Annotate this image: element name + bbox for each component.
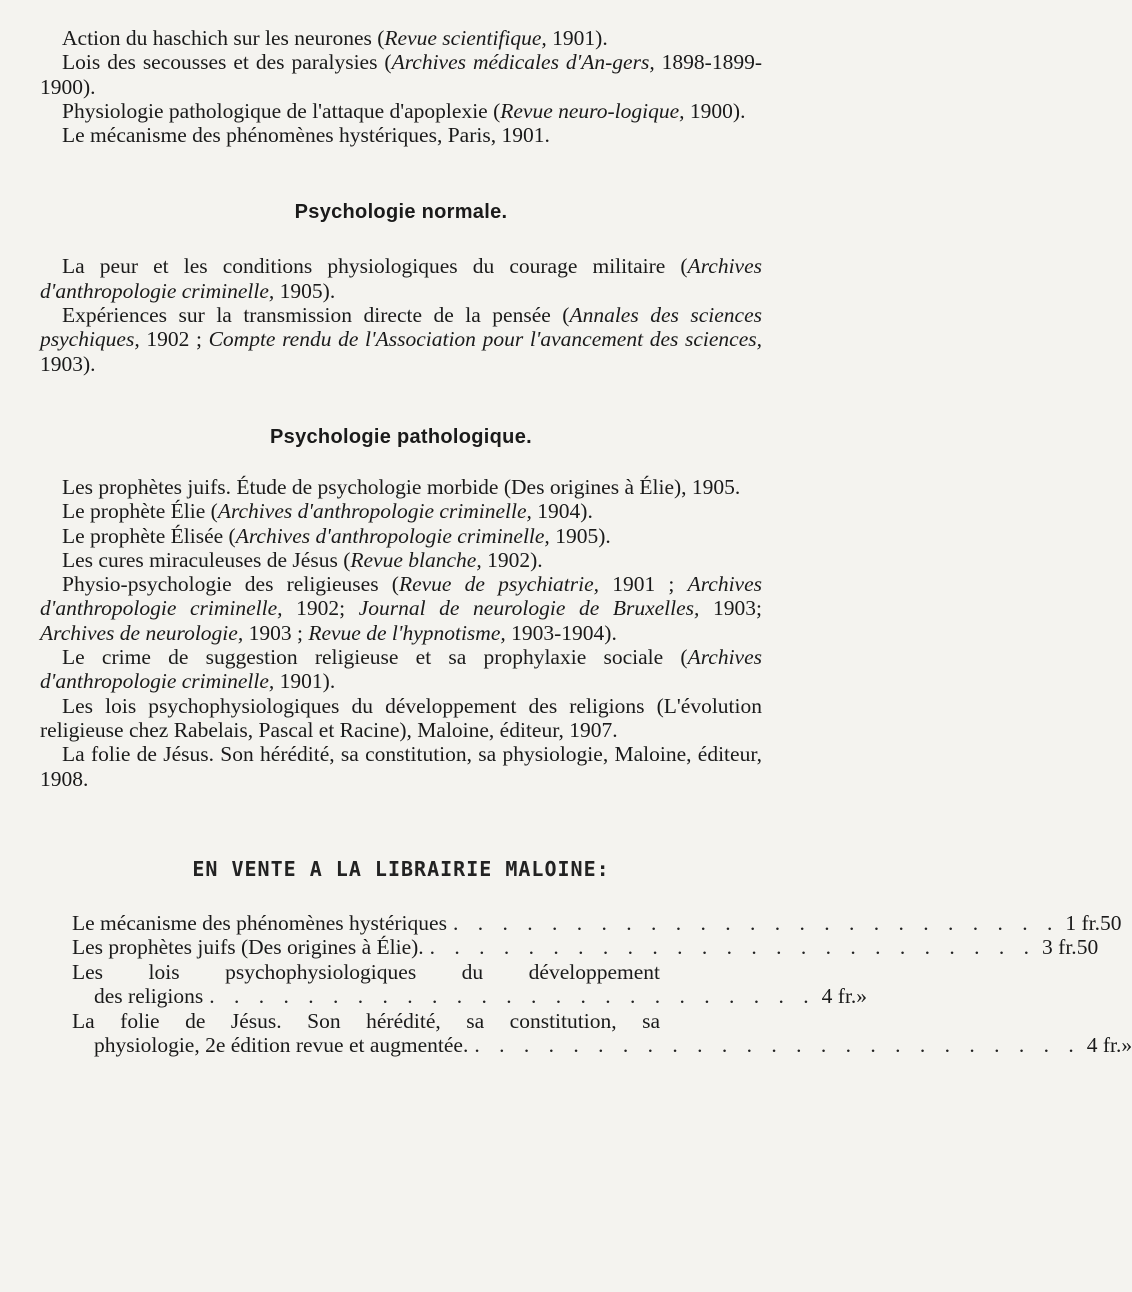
sale-title: EN VENTE A LA LIBRAIRIE MALOINE: bbox=[192, 856, 610, 881]
entry-text: La peur et les conditions physiologiques du courage militaire ( bbox=[62, 254, 688, 279]
bibliography-entry bbox=[40, 645, 762, 694]
price-list bbox=[72, 910, 1132, 1058]
section-title-normale: Psychologie normale. bbox=[294, 201, 508, 224]
entry-text: 1904). bbox=[531, 499, 593, 524]
price-row bbox=[72, 1033, 1132, 1058]
price-cents: » bbox=[856, 984, 868, 1009]
entry-text: La folie de Jésus. Son hérédité, sa constitution, sa physiologie, Maloine, éditeur, 1908. bbox=[40, 742, 762, 791]
price-francs: 4 fr. bbox=[821, 984, 857, 1009]
journal-title: Archives d'anthropologie criminelle, bbox=[40, 572, 762, 621]
entry-text: Expériences sur la transmission directe de la pensée ( bbox=[62, 303, 570, 328]
section-title-pathologique: Psychologie pathologique. bbox=[270, 425, 532, 448]
entry-text: 1903 ; bbox=[243, 620, 309, 645]
entry-text: Les lois psychophysiologiques du développement des religions (L'évolution religieuse chez Rabelais, Pascal et Racine), Maloine, éditeur, 1907. bbox=[40, 693, 762, 742]
journal-title: Archives de neurologie, bbox=[40, 620, 244, 645]
bibliography-entry bbox=[40, 475, 762, 499]
price-cents: » bbox=[1121, 1033, 1132, 1058]
journal-title: Journal de neurologie de Bruxelles, bbox=[358, 596, 700, 621]
bibliography-entry bbox=[40, 499, 762, 523]
entry-text: 1901 ; bbox=[599, 572, 688, 597]
journal-title: Annales des sciences psychiques, bbox=[40, 303, 762, 352]
journal-title: Revue neuro-logique, bbox=[500, 98, 685, 123]
price-francs: 4 fr. bbox=[1086, 1033, 1122, 1058]
leader-dots: . . . . . . . . . . . . . . . . . . . . . . . . . bbox=[429, 935, 1037, 960]
price-item-title-cont: physiologie, 2e édition revue et augmentée. bbox=[94, 1033, 469, 1058]
price-row-first-line bbox=[72, 960, 758, 985]
entry-text: 1902). bbox=[481, 547, 543, 572]
price-item-title: Les lois psychophysiologiques du développement bbox=[72, 959, 660, 984]
leader-dots: . . . . . . . . . . . . . . . . . . . . . . . . . bbox=[209, 984, 816, 1009]
entry-text: Les cures miraculeuses de Jésus ( bbox=[62, 547, 351, 572]
price-francs: 3 fr. bbox=[1042, 935, 1077, 960]
journal-title: Revue scientifique, bbox=[384, 26, 547, 50]
journal-title: Archives d'anthropologie criminelle, bbox=[40, 254, 762, 303]
price-francs: 1 fr. bbox=[1065, 910, 1100, 935]
leader-dots: . . . . . . . . . . . . . . . . . . . . . . . . . bbox=[474, 1033, 1081, 1058]
bibliography-entry bbox=[40, 742, 762, 791]
journal-title: Revue de psychiatrie, bbox=[398, 572, 600, 597]
top-entries bbox=[40, 26, 762, 147]
journal-title: Archives médicales d'An-gers, bbox=[391, 50, 655, 75]
price-item-title: Les prophètes juifs (Des origines à Élie). bbox=[72, 935, 424, 960]
entry-text: 1901). bbox=[274, 669, 336, 694]
journal-title: Archives d'anthropologie criminelle, bbox=[217, 499, 532, 524]
bibliography-entry bbox=[40, 524, 762, 548]
journal-title: Revue de l'hypnotisme, bbox=[308, 620, 506, 645]
journal-title: Archives d'anthropologie criminelle, bbox=[235, 523, 550, 548]
entry-text: Action du haschich sur les neurones ( bbox=[62, 26, 385, 50]
entry-text: Lois des secousses et des paralysies ( bbox=[62, 50, 392, 75]
entry-text: 1902 ; bbox=[139, 327, 209, 352]
entry-text: Physiologie pathologique de l'attaque d'apoplexie ( bbox=[62, 98, 501, 123]
bibliography-entry bbox=[40, 548, 762, 572]
entry-text: 1901). bbox=[546, 26, 608, 50]
price-row bbox=[72, 935, 1099, 960]
entry-text: 1903; bbox=[699, 596, 762, 621]
entry-text: 1898-1899-1900). bbox=[40, 50, 762, 99]
price-item-title-cont: des religions bbox=[94, 984, 204, 1009]
bibliography-entry bbox=[40, 303, 762, 376]
price-cents: 50 bbox=[1076, 935, 1099, 960]
price-item-title: La folie de Jésus. Son hérédité, sa constitution, sa bbox=[72, 1008, 660, 1033]
journal-title: Archives d'anthropologie criminelle, bbox=[40, 645, 762, 694]
price-item-title: Le mécanisme des phénomènes hystériques bbox=[72, 910, 447, 935]
entry-text: 1903). bbox=[40, 351, 96, 376]
entry-text: Le prophète Élie ( bbox=[62, 499, 218, 524]
entry-text: Le mécanisme des phénomènes hystériques, Paris, 1901. bbox=[62, 123, 550, 148]
entry-text: Le crime de suggestion religieuse et sa prophylaxie sociale ( bbox=[62, 645, 688, 670]
entry-text: 1905). bbox=[549, 523, 611, 548]
journal-title: Revue blanche, bbox=[350, 547, 482, 572]
price-row bbox=[72, 910, 1122, 936]
bibliography-entry bbox=[40, 694, 762, 743]
price-row-first-line bbox=[72, 1009, 758, 1034]
price-row bbox=[72, 984, 868, 1009]
bibliography-entry bbox=[40, 50, 762, 99]
entry-text: 1900). bbox=[684, 98, 746, 123]
bibliography-entry bbox=[40, 123, 762, 147]
entry-text: Le prophète Élisée ( bbox=[62, 523, 236, 548]
bibliography-entry bbox=[40, 26, 762, 50]
entry-text: Les prophètes juifs. Étude de psychologie morbide (Des origines à Élie), 1905. bbox=[62, 474, 741, 499]
entry-text: 1905). bbox=[274, 278, 336, 303]
pathologique-entries bbox=[40, 475, 762, 791]
normale-entries bbox=[40, 254, 762, 375]
price-cents: 50 bbox=[1099, 910, 1122, 935]
entry-text: 1903-1904). bbox=[505, 620, 617, 645]
leader-dots: . . . . . . . . . . . . . . . . . . . . . . . . . bbox=[452, 910, 1060, 935]
entry-text: 1902; bbox=[282, 596, 359, 621]
bibliography-entry bbox=[40, 572, 762, 645]
journal-title: Compte rendu de l'Association pour l'avancement des sciences, bbox=[208, 327, 762, 352]
bibliography-entry bbox=[40, 99, 762, 123]
entry-text: Physio-psychologie des religieuses ( bbox=[62, 572, 399, 597]
bibliography-entry bbox=[40, 254, 762, 303]
